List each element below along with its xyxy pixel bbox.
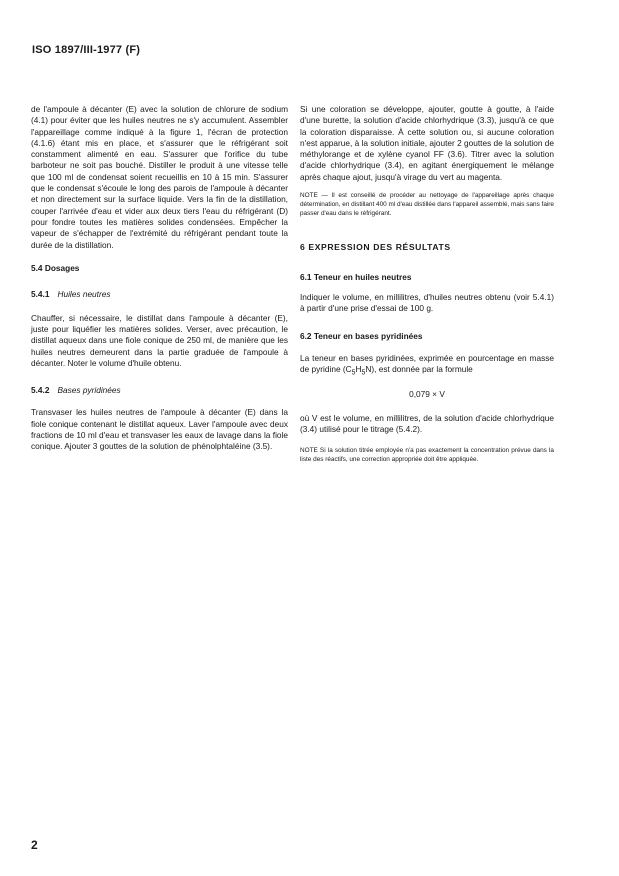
intro-paragraph: de l'ampoule à décanter (E) avec la solution de chlorure de sodium (4.1) pour éviter que les huiles neutres ne s'y accumulent. Assembler l'appareillage comme indiqué à la figure 1, l'écran de protection (4.1.6) étant mis en place, et s'assurer que le réfrigérant soit constamment alimenté en eau. S'assurer que l'orifice du tube barboteur ne soit pas bouché. Distiller le produit à une vitesse telle que 100 ml de condensat soient recueillis en 10 à 15 min. S'assurer que le condensat s'écoule le long des parois de l'ampoule à décanter et non directement sur la surface liquide. Vers la fin de la distillation, couper l'arrivée d'eau et vider aux deux tiers l'eau du réfrigérant (D) pour fondre toutes les matières solides condensées. Empêcher la vapeur de s'échapper de l'extrémité du réfrigérant pendant toute la durée de la distillation. <box>31 104 288 250</box>
text-part: H <box>355 363 362 374</box>
page-number: 2 <box>31 838 38 852</box>
formula-definition: où V est le volume, en millilitres, de la solution d'acide chlorhydrique (3.4) utilisé pour le titrage (5.4.2). <box>300 412 554 435</box>
section-title: Bases pyridinées <box>57 385 121 396</box>
section-5-4-1-text: Chauffer, si nécessaire, le distillat dans l'ampoule à décanter (E), juste pour liquéfier les matières solides. Verser, avec précaution, le distillat aqueux dans une fiole conique de 250 ml, de manière que les huiles neutres demeurent dans la partie graduée de l'ampoule à décanter. Noter le volume d'huile obtenu. <box>31 312 288 369</box>
section-6-1-text: Indiquer le volume, en millilitres, d'huiles neutres obtenu (voir 5.4.1) à partir d'une prise d'essai de 100 g. <box>300 292 554 314</box>
left-column <box>31 104 288 453</box>
section-number: 5.4.2 <box>31 385 50 396</box>
titration-paragraph: Si une coloration se développe, ajouter, goutte à goutte, à l'aide d'une burette, la solution d'acide chlorhydrique (3.3), jusqu'à ce que la coloration disparaisse. À cette solution ou, si aucune coloration n'est apparue, à la solution initiale, ajouter 2 gouttes de la solution de méthylorange et de xylène cyanol FF (3.6). Titrer avec la solution d'acide chlorhydrique (3.4), en agitant énergiquement le mélange après chaque ajout, jusqu'à virage du vert au magenta. <box>300 104 554 182</box>
subscript: 5 <box>361 369 366 377</box>
formula: 0,079 × V <box>409 388 445 399</box>
section-number: 5.4.1 <box>31 288 50 299</box>
page-header: ISO 1897/III-1977 (F) <box>32 44 141 56</box>
section-6-2-text <box>300 353 554 379</box>
section-6-heading: 6 EXPRESSION DES RÉSULTATS <box>300 242 451 253</box>
concentration-note: NOTE Si la solution titrée employée n'a pas exactement la concentration prévue dans la liste des réactifs, une correction appropriée doit être appliquée. <box>300 446 554 463</box>
subscript: 5 <box>351 369 356 377</box>
section-6-2-heading: 6.2 Teneur en bases pyridinées <box>300 330 423 341</box>
section-5-4-1-heading <box>31 289 288 299</box>
text-part: N), est donnée par la formule <box>365 363 473 374</box>
text-part: La teneur en bases pyridinées, exprimée en pourcentage en masse de pyridine (C <box>300 352 554 374</box>
section-title: Huiles neutres <box>57 288 111 299</box>
right-column <box>300 104 554 464</box>
section-6-1-heading: 6.1 Teneur en huiles neutres <box>300 272 412 283</box>
section-5-4-2-heading <box>31 385 288 395</box>
section-5-4-2-text: Transvaser les huiles neutres de l'ampoule à décanter (E) dans la fiole conique contenant le distillat aqueux. Laver l'ampoule avec deux fractions de 10 ml d'eau et transvaser les eaux de lavage dans la fiole conique. Ajouter 3 gouttes de la solution de phénolphtaléine (3.5). <box>31 407 288 452</box>
cleaning-note: NOTE — Il est conseillé de procéder au nettoyage de l'appareillage après chaque détermination, en distillant 400 ml d'eau distillée dans l'appareil assemblé, mais sans faire passer d'eau dans le réfrigérant. <box>300 192 554 218</box>
section-5-4-heading: 5.4 Dosages <box>31 262 80 273</box>
